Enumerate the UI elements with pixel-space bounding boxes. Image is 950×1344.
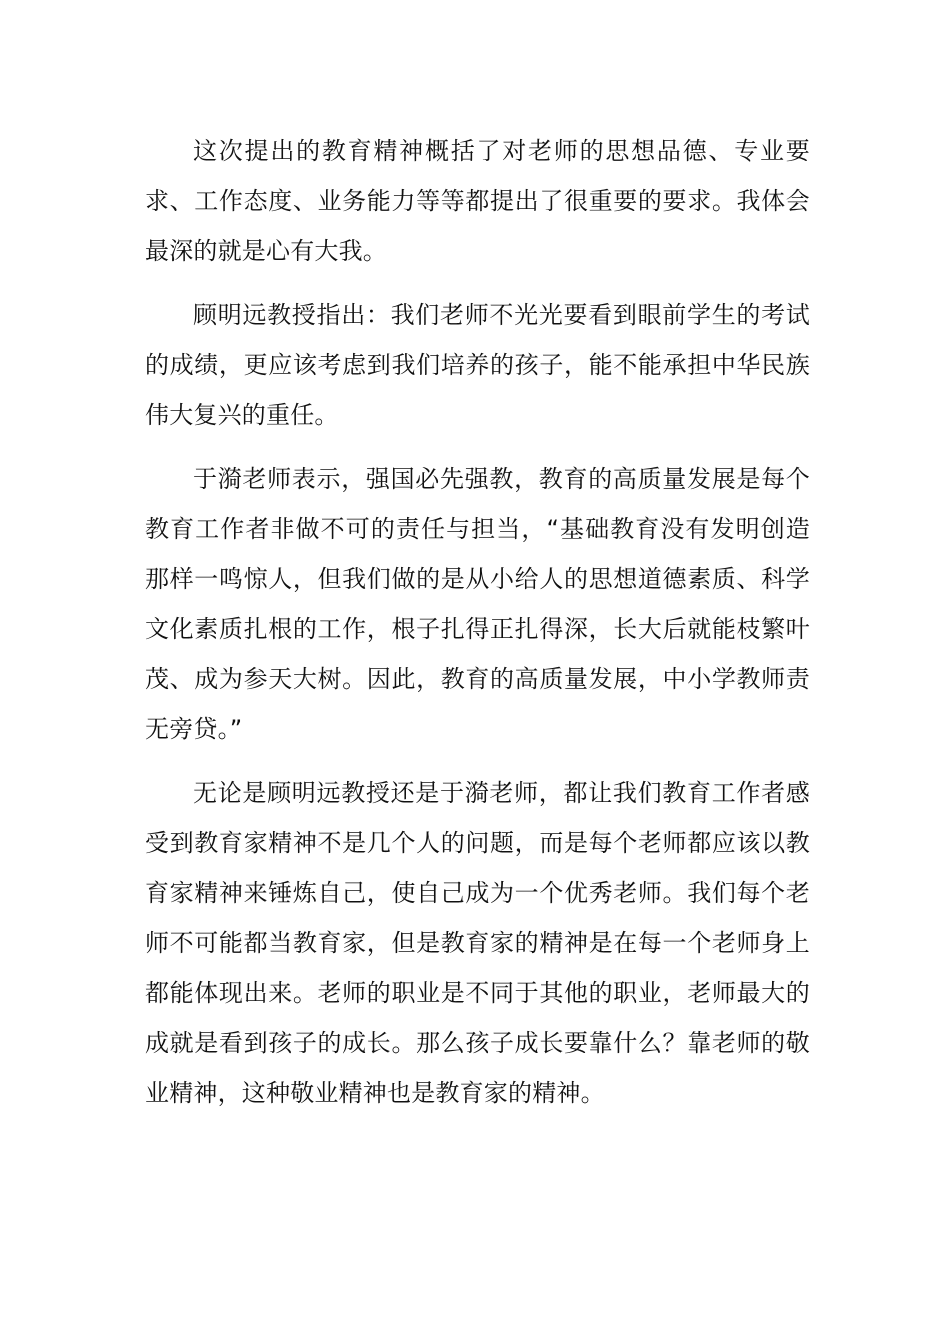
document-body — [145, 126, 810, 1132]
paragraph-4: 无论是顾明远教授还是于漪老师，都让我们教育工作者感受到教育家精神不是几个人的问题，而是每个老师都应该以教育家精神来锤炼自己，使自己成为一个优秀老师。我们每个老师不可能都当教育家，但是教育家的精神是在每一个老师身上都能体现出来。老师的职业是不同于其他的职业，老师最大的成就是看到孩子的成长。那么孩子成长要靠什么？靠老师的敬业精神，这种敬业精神也是教育家的精神。 — [145, 779, 810, 1107]
paragraph-1: 这次提出的教育精神概括了对老师的思想品德、专业要求、工作态度、业务能力等等都提出了很重要的要求。我体会最深的就是心有大我。 — [145, 137, 810, 265]
paragraph-2: 顾明远教授指出：我们老师不光光要看到眼前学生的考试的成绩，更应该考虑到我们培养的孩子，能不能承担中华民族伟大复兴的重任。 — [145, 301, 810, 429]
paragraph-3: 于漪老师表示，强国必先强教，教育的高质量发展是每个教育工作者非做不可的责任与担当，“基础教育没有发明创造那样一鸣惊人，但我们做的是从小给人的思想道德素质、科学文化素质扎根的工作，根子扎得正扎得深，长大后就能枝繁叶茂、成为参天大树。因此，教育的高质量发展，中小学教师责无旁贷。” — [145, 465, 810, 743]
